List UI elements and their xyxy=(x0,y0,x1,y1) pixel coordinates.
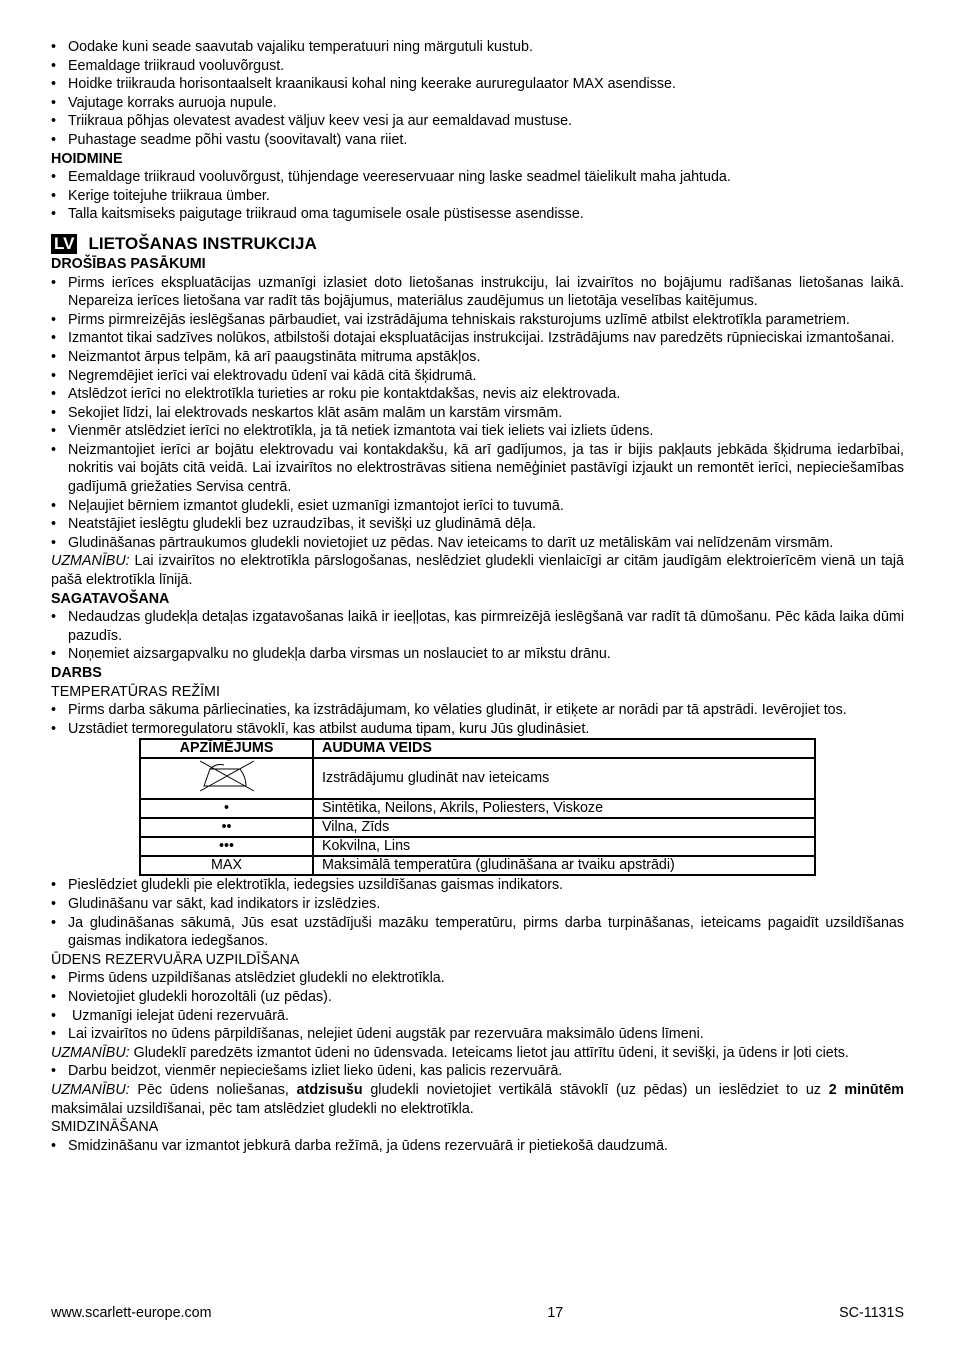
temperature-heading: TEMPERATŪRAS REŽĪMI xyxy=(51,683,220,700)
table-cell-mark: MAX xyxy=(140,856,313,875)
work-heading: DARBS xyxy=(51,665,102,681)
list-item: • Pirms pirmreizējās ieslēgšanas pārbaudiet, vai izstrādājuma tehniskais raksturojums uzlīmē atbilst elektrotīkla parametriem. xyxy=(51,311,904,330)
list-item: • Pieslēdziet gludekli pie elektrotīkla, iedegsies uzsildīšanas gaismas indikators. xyxy=(51,876,904,895)
document-page xyxy=(51,38,904,1155)
caution-paragraph xyxy=(51,552,904,589)
footer-website: www.scarlett-europe.com xyxy=(51,1305,212,1321)
after-table-list xyxy=(51,876,904,950)
list-item: • Talla kaitsmiseks paigutage triikraud oma tagumisele osale püstisesse asendisse. xyxy=(51,205,904,224)
table-header-fabric: AUDUMA VEIDS xyxy=(313,739,815,758)
table-cell-fabric: Izstrādājumu gludināt nav ieteicams xyxy=(313,758,815,799)
table-cell-mark: ••• xyxy=(140,837,313,856)
table-cell-mark: •• xyxy=(140,818,313,837)
caution-emphasis: atdzisušu xyxy=(296,1081,363,1098)
list-item: • Eemaldage triikraud vooluvõrgust, tühjendage veereservuaar ning laske seadmel täielikult maha jahtuda. xyxy=(51,168,904,187)
safety-heading: DROŠĪBAS PASĀKUMI xyxy=(51,255,206,272)
section-title: LIETOŠANAS INSTRUKCIJA xyxy=(88,233,317,253)
footer-page-number: 17 xyxy=(547,1305,564,1321)
table-cell-fabric: Sintētika, Neilons, Akrils, Poliesters, Viskoze xyxy=(313,799,815,818)
temperature-list xyxy=(51,701,904,738)
list-item: • Vajutage korraks auruoja nupule. xyxy=(51,94,904,113)
caution-paragraph xyxy=(51,1081,904,1118)
list-item: • Smidzināšanu var izmantot jebkurā darba režīmā, ja ūdens rezervuārā ir pietiekošā daudzumā. xyxy=(51,1137,904,1156)
list-item: • Pirms ūdens uzpildīšanas atslēdziet gludekli no elektrotīkla. xyxy=(51,969,904,988)
list-item: • Nedaudzas gludekļa detaļas izgatavošanas laikā ir ieeļļotas, kas pirmreizējā ieslēgšanā var radīt tā dūmošanu. Pēc kāda laika dūmi pazudīs. xyxy=(51,608,904,645)
list-item: • Gludināšanu var sākt, kad indikators ir izslēdzies. xyxy=(51,895,904,914)
list-item: • Izmantot tikai sadzīves nolūkos, atbilstoši dotajai ekspluatācijas instrukcijai. Izstrādājums nav paredzēts rūpnieciskai izmantošanai. xyxy=(51,329,904,348)
list-item: • Neizmantojiet ierīci ar bojātu elektrovadu vai kontakdakšu, kā arī gadījumos, ja tas ir bijis pakļauts jebkāda šķidruma iedarbībai, nokritis vai bojāts citā veidā. Lai izvairītos no elektrostrāvas sitiena nemēģiniet pastāvīgi izjaukt un remontēt ierīci, nepieciešamības gadījumā griežaties Servisa centrā. xyxy=(51,441,904,497)
list-item: • Oodake kuni seade saavutab vajaliku temperatuuri ning märgutuli kustub. xyxy=(51,38,904,57)
preparation-list xyxy=(51,608,904,664)
list-item: • Neizmantot ārpus telpām, kā arī paaugstināta mitruma apstākļos. xyxy=(51,348,904,367)
list-item: • Vienmēr atslēdziet ierīci no elektrotīkla, ja tā netiek izmantota vai tiek ieliets vai izliets ūdens. xyxy=(51,422,904,441)
caution-text: Gludeklī paredzēts izmantot ūdeni no ūdensvada. Ieteicams lietot jau attīrītu ūdeni, it sevišķi, ja ūdens ir ļoti ciets. xyxy=(129,1044,849,1061)
list-item: • Pirms ierīces ekspluatācijas uzmanīgi izlasiet doto lietošanas instrukciju, lai izvairītos no bojājumu radīšanas lietošanas laikā. Nepareiza ierīces lietošana var radīt tās bojājumus, materiālus zaudējumus un lietotāja veselības kaitējumus. xyxy=(51,274,904,311)
footer-model: SC-1131S xyxy=(839,1305,904,1321)
list-item: • Uzmanīgi ielejat ūdeni rezervuārā. xyxy=(51,1007,904,1026)
table-header-mark: APZĪMĒJUMS xyxy=(140,739,313,758)
list-item: • Sekojiet līdzi, lai elektrovads neskartos klāt asām malām un karstām virsmām. xyxy=(51,404,904,423)
list-item: • Pirms darba sākuma pārliecinaties, ka izstrādājumam, ko vēlaties gludināt, ir etiķete ar norādi par tā apstrādi. Ievērojiet tos. xyxy=(51,701,904,720)
safety-list xyxy=(51,274,904,553)
crossed-iron-icon xyxy=(196,759,258,793)
et-storage-list xyxy=(51,168,904,224)
list-item: • Puhastage seadme põhi vastu (soovitavalt) vana riiet. xyxy=(51,131,904,150)
fill-after-list xyxy=(51,1062,904,1081)
list-item: • Ja gludināšanas sākumā, Jūs esat uzstādījuši mazāku temperatūru, pirms darba turpināšanas, ieteicams pagaidīt uzsildīšanas gaismas indikatora iedegšanos. xyxy=(51,914,904,951)
list-item: • Neatstājiet ieslēgtu gludekli bez uzraudzības, it sevišķi uz gludināmā dēļa. xyxy=(51,515,904,534)
preparation-heading: SAGATAVOŠANA xyxy=(51,590,170,607)
table-cell-mark: • xyxy=(140,799,313,818)
table-cell-mark xyxy=(140,758,313,799)
table-row xyxy=(140,856,815,875)
table-row xyxy=(140,799,815,818)
list-item: • Novietojiet gludekli horozoltāli (uz pēdas). xyxy=(51,988,904,1007)
fill-heading: ŪDENS REZERVUĀRA UZPILDĪŠANA xyxy=(51,951,300,968)
list-item: • Uzstādiet termoregulatoru stāvoklī, kas atbilst auduma tipam, kuru Jūs gludināsiet. xyxy=(51,720,904,739)
table-cell-fabric: Vilna, Zīds xyxy=(313,818,815,837)
list-item: • Atslēdzot ierīci no elektrotīkla turieties ar roku pie kontaktdakšas, nevis aiz elektrovada. xyxy=(51,385,904,404)
caution-paragraph xyxy=(51,1044,904,1063)
table-row xyxy=(140,837,815,856)
table-cell-fabric: Kokvilna, Lins xyxy=(313,837,815,856)
section-title-row xyxy=(51,233,904,255)
caution-label: UZMANĪBU: xyxy=(51,1044,130,1061)
table-row xyxy=(140,758,815,799)
list-item: • Lai izvairītos no ūdens pārpildīšanas, nelejiet ūdeni augstāk par rezervuāra maksimālo ūdens līmeni. xyxy=(51,1025,904,1044)
fill-list xyxy=(51,969,904,1043)
list-item: • Neļaujiet bērniem izmantot gludekli, esiet uzmanīgi izmantojot ierīci to tuvumā. xyxy=(51,497,904,516)
list-item: • Triikraua põhjas olevatest avadest väljuv keev vesi ja aur eemaldavad mustuse. xyxy=(51,112,904,131)
table-header-row xyxy=(140,739,815,758)
list-item: • Eemaldage triikraud vooluvõrgust. xyxy=(51,57,904,76)
list-item: • Kerige toitejuhe triikraua ümber. xyxy=(51,187,904,206)
page-footer xyxy=(51,1304,904,1323)
list-item: • Negremdējiet ierīci vai elektrovadu ūdenī vai kādā citā šķidrumā. xyxy=(51,367,904,386)
list-item: • Darbu beidzot, vienmēr nepieciešams izliet lieko ūdeni, kas palicis rezervuārā. xyxy=(51,1062,904,1081)
caution-label: UZMANĪBU: xyxy=(51,1081,130,1098)
caution-text: gludekli novietojiet vertikālā stāvoklī (uz pēdas) un ieslēdziet to uz xyxy=(362,1081,829,1098)
table-cell-fabric: Maksimālā temperatūra (gludināšana ar tvaiku apstrādi) xyxy=(313,856,815,875)
caution-text: maksimālai uzsildīšanai, pēc tam atslēdziet gludekli no elektrotīkla. xyxy=(51,1100,474,1117)
spray-list xyxy=(51,1137,904,1156)
spray-heading: SMIDZINĀŠANA xyxy=(51,1119,159,1136)
fabric-table xyxy=(139,738,816,876)
caution-text: Lai izvairītos no elektrotīkla pārslogošanas, neslēdziet gludekli vienlaicīgi ar citām jaudīgām elektroierīcēm vienā un tajā pašā elektrotīkla līnijā. xyxy=(51,553,904,589)
et-list-top xyxy=(51,38,904,150)
caution-emphasis: 2 minūtēm xyxy=(828,1081,904,1098)
caution-text: Pēc ūdens noliešanas, xyxy=(129,1081,297,1098)
storage-heading: HOIDMINE xyxy=(51,150,123,167)
list-item: • Hoidke triikrauda horisontaalselt kraanikausi kohal ning keerake aururegulaator MAX asendisse. xyxy=(51,75,904,94)
list-item: • Gludināšanas pārtraukumos gludekli novietojiet uz pēdas. Nav ieteicams to darīt uz metāliskām vai nelīdzenām virsmām. xyxy=(51,534,904,553)
list-item: • Noņemiet aizsargapvalku no gludekļa darba virsmas un noslauciet to ar mīkstu drānu. xyxy=(51,645,904,664)
table-row xyxy=(140,818,815,837)
language-badge: LV xyxy=(51,234,77,254)
caution-label: UZMANĪBU: xyxy=(51,553,130,570)
